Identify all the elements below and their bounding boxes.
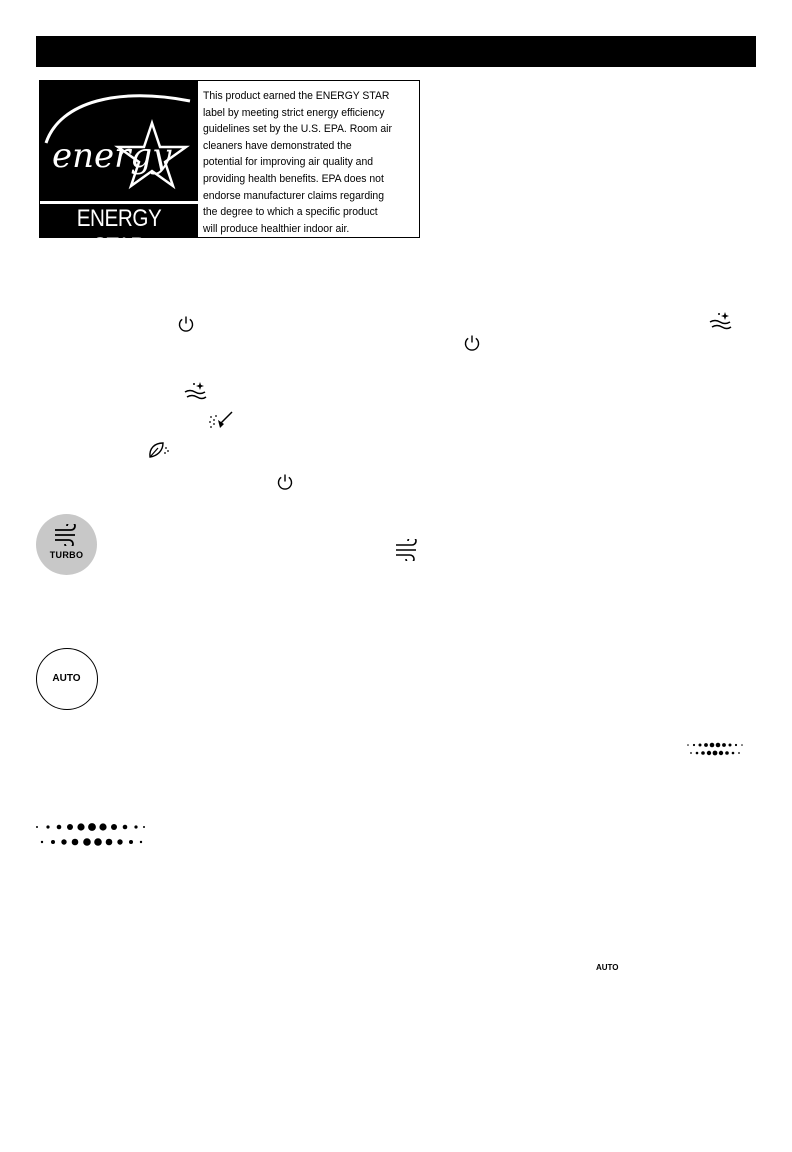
particle-dots-icon (34, 818, 146, 850)
section-header-bar (36, 36, 756, 67)
auto-label: AUTO (52, 673, 81, 684)
clean-air-icon (184, 380, 208, 400)
statement-line: endorse manufacturer claims regarding (203, 189, 385, 202)
turbo-label: TURBO (49, 550, 84, 560)
statement-line: guidelines set by the U.S. EPA. Room air (203, 123, 392, 136)
energy-star-wordmark: ENERGY STAR (76, 205, 162, 260)
statement-line: label by meeting strict energy efficiency (203, 106, 385, 119)
power-icon (177, 315, 195, 333)
statement-line: potential for improving air quality and (203, 156, 374, 169)
energy-script-text: energy (52, 136, 172, 176)
statement-line: providing health benefits. EPA does not (203, 172, 384, 185)
power-icon (463, 334, 481, 352)
particle-dots-icon (686, 740, 744, 758)
statement-line: This product earned the ENERGY STAR (203, 90, 390, 102)
clean-air-icon (709, 310, 733, 330)
wind-icon (53, 524, 81, 546)
auto-badge (36, 648, 98, 710)
wind-icon (394, 539, 422, 561)
allergen-spray-icon (208, 410, 234, 430)
energy-star-logo (40, 81, 198, 260)
turbo-badge (36, 514, 97, 575)
auto-inline-label: AUTO (596, 963, 619, 972)
power-icon (276, 473, 294, 491)
energy-star-notice (39, 80, 420, 260)
statement-line: cleaners have demonstrated the (203, 139, 352, 152)
energy-star-statement (203, 88, 415, 237)
logo-divider (40, 201, 198, 204)
leaf-icon (147, 440, 171, 460)
statement-line: will produce healthier indoor air. (203, 222, 350, 235)
statement-line: the degree to which a specific product (203, 206, 378, 219)
